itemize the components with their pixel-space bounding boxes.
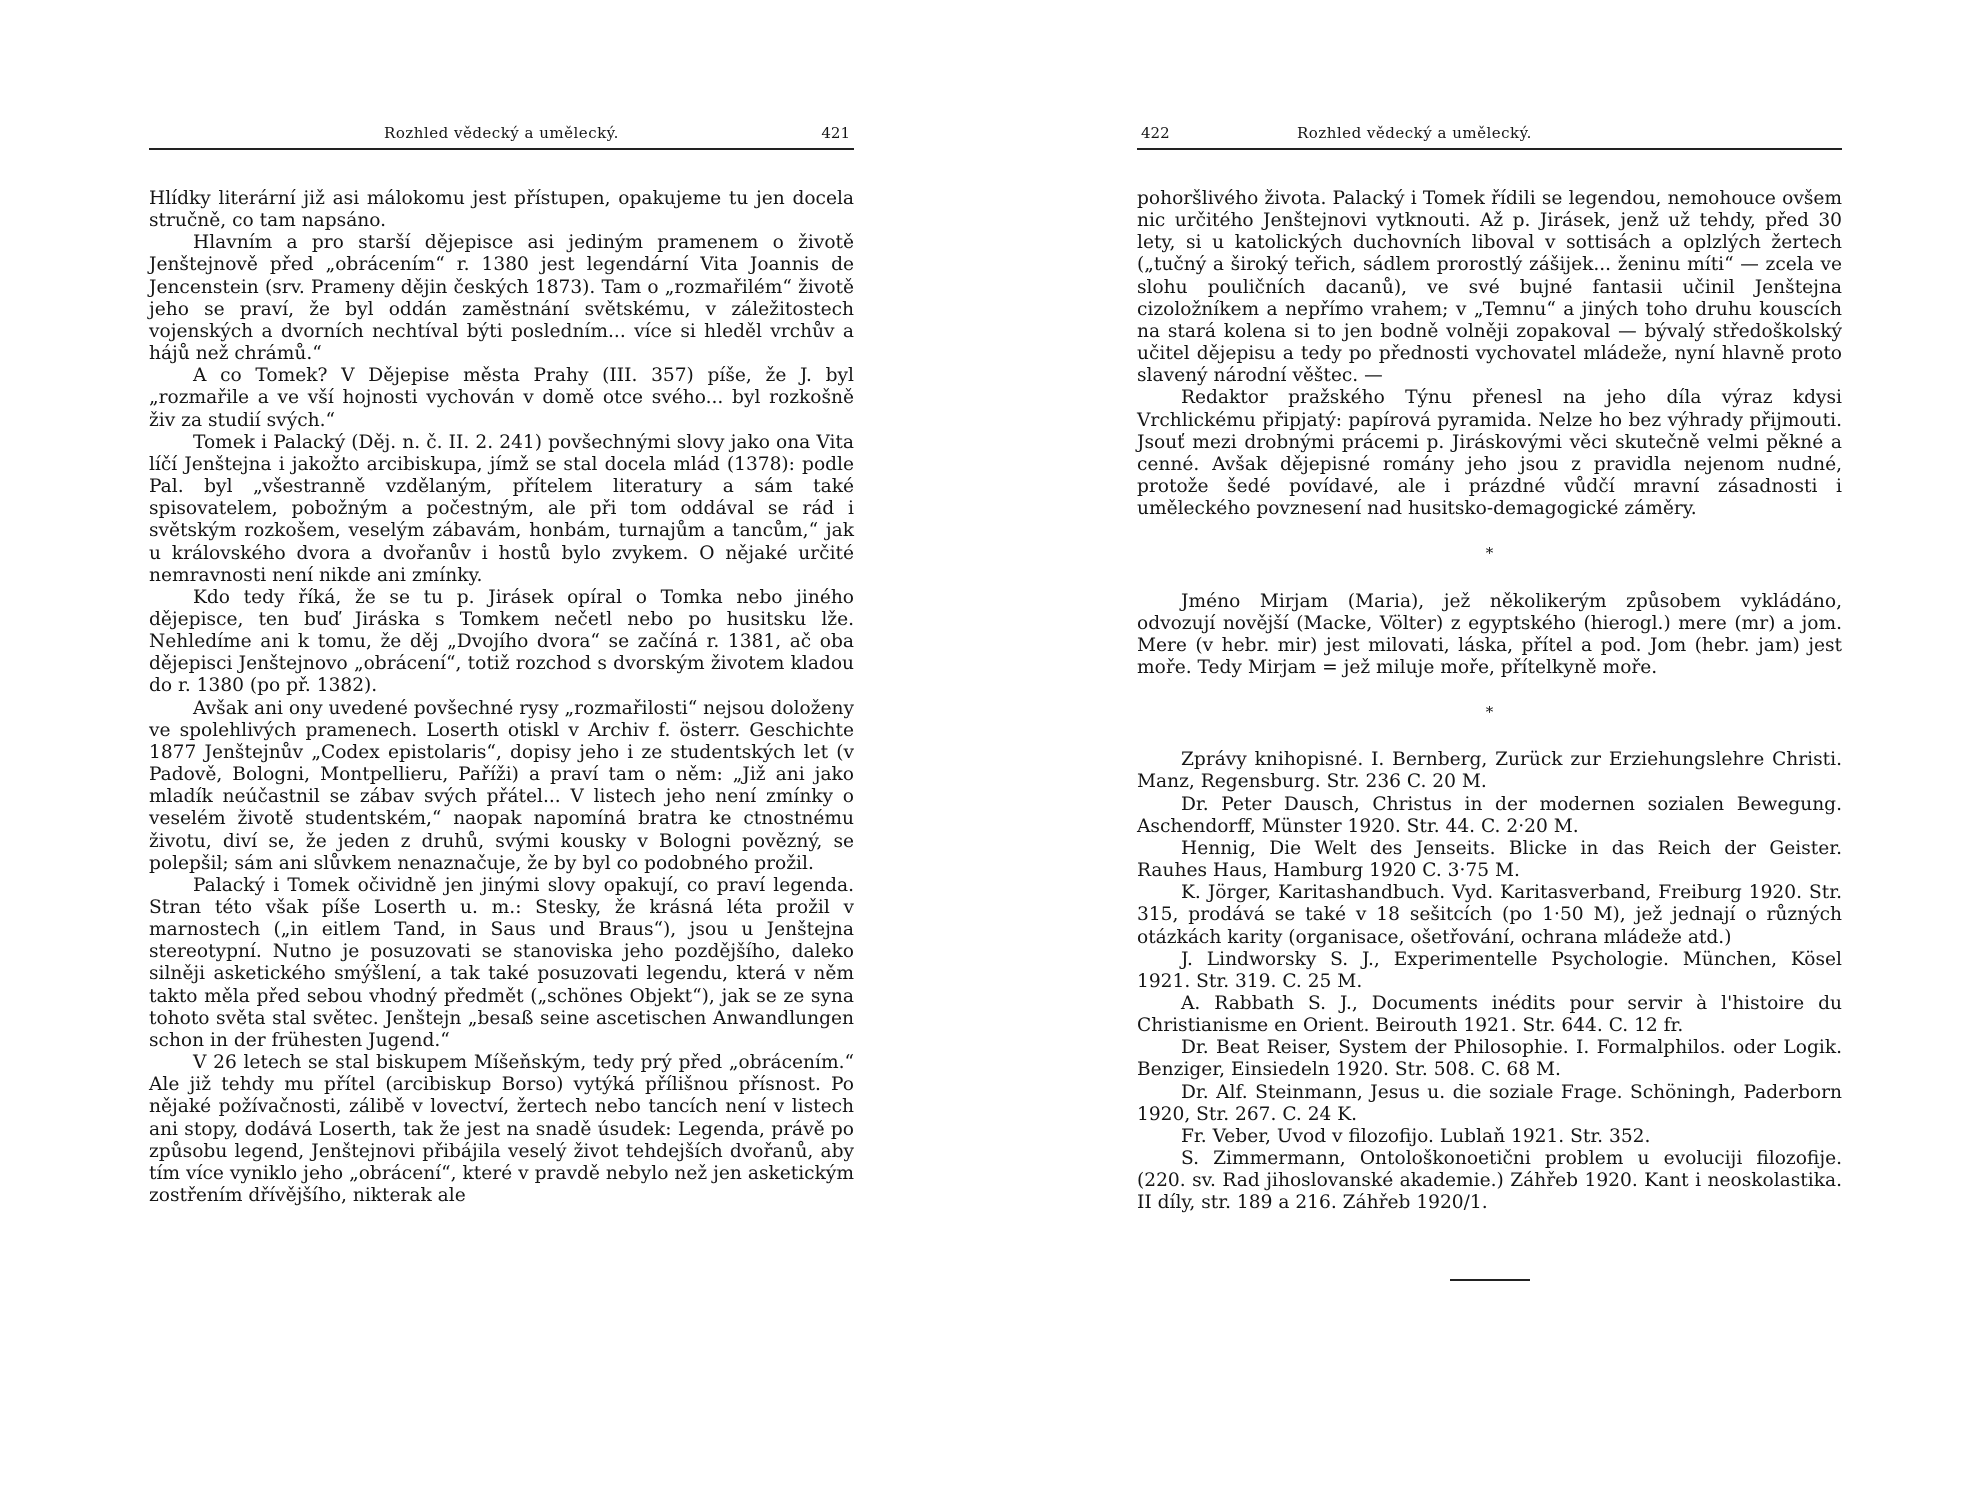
bibliography-entry: Fr. Veber, Uvod v filozofijo. Lublaň 1921. Str. 352.: [1181, 1125, 1651, 1147]
paragraph: pohoršlivého života. Palacký i Tomek řídili se legendou, nemohouce ovšem nic určitého Jenštejnovi vytknouti. Až p. Jirásek, jenž už tehdy, před 30 lety, si u katolických duchovních liboval v sottisách a oplzlých žertech („tučný a široký teřich, sádlem prorostlý zášijek... ženinu míti“ — zcela ve slohu pouličních dacanů), ve své bujné fantasii učinil Jenštejna cizoložníkem a nepřímo vrahem; v „Temnu“ a jiných toho druhu kouscích na stará kolena si to jen bodně volněji zopakoval — bývalý středoškolský učitel dějepisu a tedy po přednosti vychovatel mládeže, nyní hlavně proto slavený národní věštec. —: [1137, 188, 1842, 387]
end-rule: [1450, 1279, 1530, 1281]
bibliography-entry: S. Zimmermann, Ontološkonoetični problem u evoluciji filozofije. (220. sv. Rad jihoslovanské akademie.) Záhřeb 1920. Kant i neoskolastika. II díly, str. 189 a 216. Záhřeb 1920/1.: [1137, 1148, 1842, 1214]
paragraph: Tomek i Palacký (Děj. n. č. II. 2. 241) povšechnými slovy jako ona Vita líčí Jenštejna i jakožto arcibiskupa, jímž se stal docela mlád (1378): podle Pal. byl „všestranně vzdělaným, přítelem literatury a sám také spisovatelem, pobožným a počestným, ale při tom oddával se rád i světským rozkošem, veselým zábavám, honbám, turnajům a tancům,“ jak u královského dvora a dvořanův i hostů bylo zvykem. O nějaké určité nemravnosti není nikde ani zmínky.: [149, 431, 854, 586]
running-title: Rozhled vědecký a umělecký.: [384, 124, 619, 142]
bibliography-entry: K. Jörger, Karitashandbuch. Vyd. Karitasverband, Freiburg 1920. Str. 315, prodává se také v 18 sešitcích (po 1·50 M), jež jednají o různých otázkách karity (organisace, ošetřování, ochrana mládeže atd.): [1137, 882, 1842, 948]
right-page-header: [1137, 118, 1842, 150]
page-number: 421: [821, 124, 850, 142]
paragraph: Palacký i Tomek očividně jen jinými slovy opakují, co praví legenda. Stran této však píše Loserth u. m.: Stesky, že krásná léta prožil v marnostech („in eitlem Tand, in Saus und Braus“), jsou u Jenštejna stereotypní. Nutno je posuzovati se stanoviska jeho pozdějšího, daleko silněji asketického smýšlení, a tak také posuzovati legendu, která v něm takto měla před sebou vhodný předmět („schönes Objekt“), jak se ze syna tohoto světa stal světec. Jenštejn „besaß seine ascetischen Anwandlungen schon in der frühesten Jugend.“: [149, 874, 854, 1051]
paragraph: Avšak ani ony uvedené povšechné rysy „rozmařilosti“ nejsou doloženy ve spolehlivých pramenech. Loserth otiskl v Archiv f. österr. Geschichte 1877 Jenštejnův „Codex epistolaris“, dopisy jeho i ze studentských let (v Padově, Bologni, Montpellieru, Paříži) a praví tam o něm: „Již ani jako mladík neúčastnil se zábav svých přátel... V listech jeho není zmínky o veselém životě studentském,“ naopak napomíná bratra ke ctnostnému životu, diví se, že jeden z druhů, svými kousky v Bologni povězný, se polepšil; sám ani slůvkem nenaznačuje, že by byl co podobného prožil.: [149, 697, 855, 874]
left-page-body: [149, 150, 854, 1207]
right-page: [1137, 118, 1842, 1281]
bibliography-entry: Hennig, Die Welt des Jenseits. Blicke in das Reich der Geister. Rauhes Haus, Hamburg 1920 C. 3·75 M.: [1137, 837, 1842, 882]
right-page-body: [1137, 150, 1842, 1281]
bibliography-entry: Dr. Peter Dausch, Christus in der modernen sozialen Bewegung. Aschendorff, Münster 1920. Str. 44. C. 2·20 M.: [1137, 793, 1842, 837]
section-separator: *: [1485, 544, 1494, 563]
bibliography-entry: J. Lindworsky S. J., Experimentelle Psychologie. München, Kösel 1921. Str. 319. C. 25 M.: [1137, 948, 1842, 992]
paragraph: Hlavním a pro starší dějepisce asi jediným pramenem o životě Jenštejnově před „obrácením“ r. 1380 jest legendární Vita Joannis de Jencenstein (srv. Prameny dějin českých 1873). Tam o „rozmařilém“ životě jeho se praví, že byl oddán zaměstnání světskému, v záležitostech vojenských a dvorních nechtíval býti posledním... více si hleděl vrchův a hájů než chrámů.“: [149, 232, 854, 365]
left-page-header: [149, 118, 854, 150]
mirjam-note: Jméno Mirjam (Maria), jež několikerým způsobem vykládáno, odvozují novější (Macke, Völter) z egyptského (hierogl.) mere (mr) a jom. Mere (v hebr. mir) jest milovati, láska, přítel a pod. Jom (hebr. jam) jest moře. Tedy Mirjam = jež miluje moře, přítelkyně moře.: [1137, 590, 1842, 678]
bibliography-entry: Dr. Beat Reiser, System der Philosophie. I. Formalphilos. oder Logik. Benziger, Einsiedeln 1920. Str. 508. C. 68 M.: [1137, 1037, 1842, 1081]
section-separator: *: [1485, 703, 1494, 722]
left-page: [149, 118, 854, 1207]
bibliography-entry: A. Rabbath S. J., Documents inédits pour servir à l'histoire du Christianisme en Orient. Beirouth 1921. Str. 644. C. 12 fr.: [1137, 993, 1842, 1037]
running-title: Rozhled vědecký a umělecký.: [1297, 124, 1532, 142]
bibliography-entry: Dr. Alf. Steinmann, Jesus u. die soziale Frage. Schöningh, Paderborn 1920, Str. 267. C. 24 K.: [1137, 1081, 1842, 1125]
paragraph: V 26 letech se stal biskupem Míšeňským, tedy prý před „obrácením.“ Ale již tehdy mu přítel (arcibiskup Borso) vytýká přílišnou přísnost. Po nějaké požívačnosti, zálibě v lovectví, žertech nebo tancích není v listech ani stopy, dodává Loserth, tak že jest na snadě úsudek: Legenda, právě po způsobu legend, Jenštejnovi přibájila veselý život tehdejších dvořanů, aby tím více vyniklo jeho „obrácení“, které v pravdě nebylo než jen asketickým zostřením dřívějšího, nikterak ale: [149, 1052, 854, 1207]
paragraph: A co Tomek? V Dějepise města Prahy (III. 357) píše, že J. byl „rozmařile a ve vší hojnosti vychován v domě otce svého... byl rozkošně živ za studií svých.“: [149, 365, 854, 431]
paragraph: Kdo tedy říká, že se tu p. Jirásek opíral o Tomka nebo jiného dějepisce, ten buď Jiráska s Tomkem nečetl nebo po husitsku lže. Nehledíme ani k tomu, že děj „Dvojího dvora“ se začíná r. 1381, ač oba dějepisci Jenštejnovo „obrácení“, totiž rozchod s dvorským životem kladou do r. 1380 (po př. 1382).: [149, 586, 854, 697]
paragraph: Hlídky literární již asi málokomu jest přístupen, opakujeme tu jen docela stručně, co tam napsáno.: [149, 188, 854, 232]
page-number: 422: [1141, 124, 1170, 142]
bibliography-entry: Zprávy knihopisné. I. Bernberg, Zurück zur Erziehungslehre Christi. Manz, Regensburg. Str. 236 C. 20 M.: [1137, 749, 1842, 793]
paragraph: Redaktor pražského Týnu přenesl na jeho díla výraz kdysi Vrchlickému připjatý: papírová pyramida. Nelze ho bez výhrady přijmouti. Jsouť mezi drobnými prácemi p. Jiráskovými věci skutečně velmi pěkné a cenné. Avšak dějepisné romány jeho jsou z pravidla nejenom nudné, protože šedé povídavé, ale i prázdné vůdčí mravní zásadnosti i uměleckého povznesení nad husitsko-demagogické záměry.: [1137, 387, 1842, 520]
